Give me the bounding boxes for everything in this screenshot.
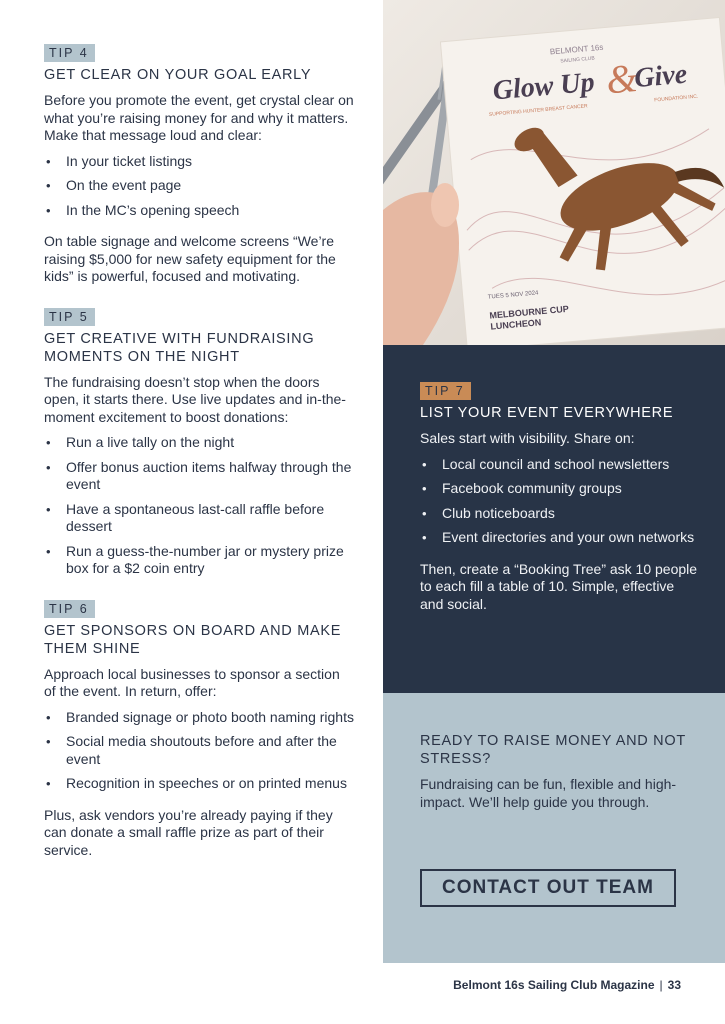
card-ampersand: & (604, 54, 640, 103)
cta-panel (383, 693, 725, 963)
card-brand-line1: BELMONT 16s (549, 42, 604, 57)
tip-6-heading: GET SPONSORS ON BOARD AND MAKE THEM SHINE (44, 622, 342, 657)
tip-4-list (44, 153, 354, 220)
tip-7-intro: Sales start with visibility. Share on: (420, 430, 635, 446)
list-item: • Local council and school newsletters (420, 456, 700, 474)
left-column (44, 44, 354, 881)
list-item: • Club noticeboards (420, 505, 700, 523)
list-item: • Offer bonus auction items halfway through the event (44, 459, 354, 494)
tip-7-heading: LIST YOUR EVENT EVERYWHERE (420, 405, 674, 421)
tip-4-outro: On table signage and welcome screens “We’re raising $5,000 for new safety equipment for the kids” is powerful, focused and motivating. (44, 233, 336, 284)
tip-6-outro: Plus, ask vendors you’re already paying if they can donate a small raffle prize as part of their service. (44, 806, 333, 858)
tip-7-panel (383, 345, 725, 693)
card-subtitle-left: SUPPORTING HUNTER BREAST CANCER (488, 103, 588, 118)
page-footer (453, 978, 681, 992)
list-item: • In your ticket listings (44, 153, 354, 171)
tip-4-heading: GET CLEAR ON YOUR GOAL EARLY (44, 67, 312, 83)
card-title-part2: Give (633, 58, 689, 95)
tip-6-list (44, 709, 354, 793)
tip-4-tag: TIP 4 (44, 44, 95, 62)
tip-4-section (44, 44, 354, 286)
list-item: • Run a guess-the-number jar or mystery prize box for a $2 coin entry (44, 543, 354, 578)
card-title-part1: Glow Up (491, 66, 596, 107)
tip-7-outro: Then, create a “Booking Tree” ask 10 people to each fill a table of 10. Simple, effective and social. (420, 560, 698, 612)
list-item: • Facebook community groups (420, 480, 700, 498)
tip-5-heading: GET CREATIVE WITH FUNDRAISING MOMENTS ON THE NIGHT (44, 330, 315, 365)
tip-7-tag: TIP 7 (420, 382, 471, 400)
card-event-line2: LUNCHEON (489, 317, 542, 332)
tip-6-tag: TIP 6 (44, 600, 95, 618)
tip-6-section (44, 600, 354, 860)
list-item: • On the event page (44, 177, 354, 195)
tip-5-intro: The fundraising doesn’t stop when the doors open, it starts there. Use live updates and in-the-moment excitement to boost donations: (44, 373, 346, 425)
tip-7-list (420, 456, 700, 547)
magazine-name: Belmont 16s Sailing Club Magazine (453, 978, 655, 992)
list-item: • Have a spontaneous last-call raffle before dessert (44, 501, 354, 536)
list-item: • Run a live tally on the night (44, 434, 354, 452)
tip-4-intro: Before you promote the event, get crystal clear on what you’re raising money for and why it matters. Make that message loud and clear: (44, 92, 354, 143)
list-item: • In the MC’s opening speech (44, 202, 354, 220)
tip-5-tag: TIP 5 (44, 308, 95, 326)
list-item: • Recognition in speeches or on printed menus (44, 775, 354, 793)
cta-body: Fundraising can be fun, flexible and high-impact. We’ll help guide you through. (420, 776, 677, 810)
cta-heading: READY TO RAISE MONEY AND NOT STRESS? (420, 733, 686, 767)
event-menu-photo (383, 0, 725, 345)
contact-button[interactable]: CONTACT OUT TEAM (420, 869, 676, 907)
list-item: • Social media shoutouts before and after the event (44, 733, 354, 768)
card-brand-line2: SAILING CLUB (560, 55, 595, 65)
tip-5-list (44, 434, 354, 578)
page-number: 33 (667, 978, 681, 992)
card-subtitle-right: FOUNDATION INC. (654, 93, 699, 104)
list-item: • Branded signage or photo booth naming rights (44, 709, 354, 727)
footer-separator: | (659, 978, 663, 992)
card-date: TUES 5 NOV 2024 (487, 290, 539, 301)
tip-6-intro: Approach local businesses to sponsor a section of the event. In return, offer: (44, 665, 340, 699)
card-event-line1: MELBOURNE CUP (489, 303, 570, 321)
tip-5-section (44, 308, 354, 578)
list-item: • Event directories and your own networks (420, 529, 700, 547)
